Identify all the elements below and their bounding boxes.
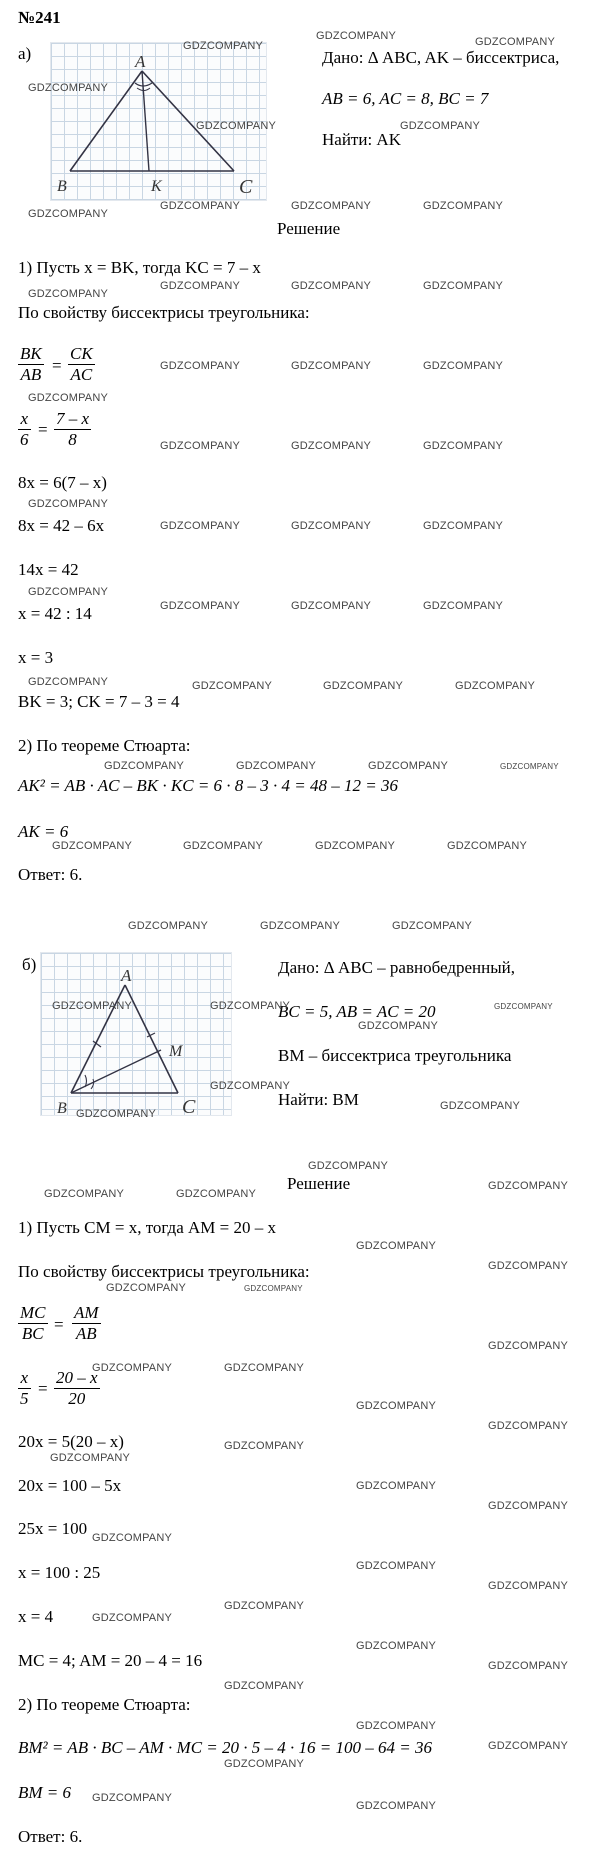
watermark: GDZCOMPANY [356,1480,437,1492]
part-b-eq2: 20x = 100 – 5x [18,1476,122,1495]
watermark: GDZCOMPANY [423,600,504,612]
fraction-numerator: BK [20,344,42,363]
fraction-numerator: MC [20,1303,46,1322]
part-b-step2: 2) По теореме Стюарта: [18,1695,191,1714]
watermark: GDZCOMPANY [356,1800,437,1812]
watermark: GDZCOMPANY [92,1362,173,1374]
watermark: GDZCOMPANY [356,1720,437,1732]
watermark: GDZCOMPANY [44,1188,125,1200]
watermark: GDZCOMPANY [28,676,109,688]
watermark: GDZCOMPANY [368,760,449,772]
fraction-ck-ac [68,344,95,385]
watermark: GDZCOMPANY [291,360,372,372]
equals-sign: = [52,356,62,375]
watermark: GDZCOMPANY [423,360,504,372]
watermark: GDZCOMPANY [160,600,241,612]
fraction-denominator: 8 [68,430,77,449]
vertex-k-label: K [151,178,162,195]
watermark: GDZCOMPANY [356,1560,437,1572]
part-b-stewart: BM² = AB · BC – AM · MC = 20 · 5 – 4 · 16 = 100 – 64 = 36 [18,1738,432,1757]
fraction-x-5 [18,1368,31,1409]
watermark: GDZCOMPANY [192,680,273,692]
part-b-eq1: 20x = 5(20 – x) [18,1432,124,1451]
part-b-eq3: 25x = 100 [18,1519,88,1538]
vertex-m-label: M [169,1043,183,1060]
part-b-figure [40,952,232,1116]
watermark: GDZCOMPANY [400,120,481,132]
watermark: GDZCOMPANY [224,1758,305,1770]
part-a-given-1: Дано: Δ ABC, AK – биссектриса, [322,48,560,67]
equals-sign: = [38,420,48,439]
part-b-find: Найти: BM [278,1090,359,1109]
fraction-denominator: 20 [68,1389,86,1408]
fraction-am-ab [72,1303,101,1344]
watermark: GDZCOMPANY [106,1282,187,1294]
watermark: GDZCOMPANY [423,280,504,292]
vertex-c-label: C [239,176,253,198]
watermark: GDZCOMPANY [28,498,109,510]
watermark: GDZCOMPANY [455,680,536,692]
watermark: GDZCOMPANY [224,1440,305,1452]
equals-sign: = [54,1315,64,1334]
fraction-numerator: x [18,409,31,430]
fraction-x-6 [18,409,31,450]
part-a-answer: Ответ: 6. [18,865,83,884]
watermark: GDZCOMPANY [423,200,504,212]
fraction-denominator: AB [20,365,42,384]
fraction-mc-bc [18,1303,48,1344]
part-a-eq6: BK = 3; CK = 7 – 3 = 4 [18,692,180,711]
watermark: GDZCOMPANY [28,82,109,94]
fraction-numerator: 7 – x [56,409,90,428]
fraction-denominator: 6 [20,430,29,449]
watermark: GDZCOMPANY [104,760,185,772]
fraction-denominator: BC [21,1324,44,1343]
watermark: GDZCOMPANY [475,36,556,48]
fraction-numerator: 20 – x [56,1368,98,1387]
fraction-numerator: x [18,1368,31,1389]
watermark: GDZCOMPANY [210,1080,291,1092]
watermark: GDZCOMPANY [196,120,277,132]
watermark: GDZCOMPANY [316,30,397,42]
equals-sign: = [38,1379,48,1398]
watermark: GDZCOMPANY [423,520,504,532]
watermark: GDZCOMPANY [488,1580,569,1592]
part-b-eq4: x = 100 : 25 [18,1563,101,1582]
fraction-denominator: AB [75,1324,97,1343]
watermark: GDZCOMPANY [224,1362,305,1374]
vertex-c-label: C [182,1096,196,1115]
part-b-given-2: BC = 5, AB = AC = 20 [278,1002,436,1021]
watermark: GDZCOMPANY [260,920,341,932]
part-b-answer: Ответ: 6. [18,1827,83,1846]
watermark: GDZCOMPANY [183,40,264,52]
watermark: GDZCOMPANY [440,1100,521,1112]
watermark: GDZCOMPANY [50,1452,131,1464]
part-a-solution-title: Решение [277,219,341,238]
vertex-b-label: B [57,178,67,195]
watermark: GDZCOMPANY [323,680,404,692]
watermark: GDZCOMPANY [392,920,473,932]
vertex-a-label: A [121,966,132,985]
watermark: GDZCOMPANY [488,1180,569,1192]
part-a-eq2: 8x = 42 – 6x [18,516,105,535]
watermark: GDZCOMPANY [224,1680,305,1692]
watermark: GDZCOMPANY [315,840,396,852]
watermark: GDZCOMPANY [291,280,372,292]
part-a-eq4: x = 42 : 14 [18,604,92,623]
part-b-step1: 1) Пусть CM = x, тогда AM = 20 – x [18,1218,276,1237]
watermark: GDZCOMPANY [236,760,317,772]
part-a-property: По свойству биссектрисы треугольника: [18,303,310,322]
watermark: GDZCOMPANY [500,762,559,771]
watermark: GDZCOMPANY [356,1640,437,1652]
part-b-eq6: MC = 4; AM = 20 – 4 = 16 [18,1651,203,1670]
watermark: GDZCOMPANY [52,840,133,852]
part-a-eq5: x = 3 [18,648,54,667]
watermark: GDZCOMPANY [160,440,241,452]
watermark: GDZCOMPANY [488,1340,569,1352]
watermark: GDZCOMPANY [488,1500,569,1512]
part-b-result: BM = 6 [18,1783,72,1802]
part-a-step2: 2) По теореме Стюарта: [18,736,191,755]
part-a-step1: 1) Пусть x = BK, тогда KC = 7 – x [18,258,261,277]
watermark: GDZCOMPANY [291,600,372,612]
part-b-solution-title: Решение [287,1174,351,1193]
part-a-result: AK = 6 [18,822,69,841]
part-a-label: а) [18,44,32,63]
part-a-given-2: AB = 6, AC = 8, BC = 7 [322,89,489,108]
watermark: GDZCOMPANY [28,586,109,598]
part-b-triangle [41,953,231,1115]
watermark: GDZCOMPANY [92,1792,173,1804]
watermark: GDZCOMPANY [488,1260,569,1272]
fraction-bk-ab [18,344,44,385]
watermark: GDZCOMPANY [358,1020,439,1032]
watermark: GDZCOMPANY [291,440,372,452]
watermark: GDZCOMPANY [160,520,241,532]
watermark: GDZCOMPANY [183,840,264,852]
fraction-20-minus-x-20 [54,1368,100,1409]
watermark: GDZCOMPANY [488,1420,569,1432]
watermark: GDZCOMPANY [176,1188,257,1200]
watermark: GDZCOMPANY [28,288,109,300]
fraction-denominator: AC [70,365,93,384]
part-a-find: Найти: AK [322,130,401,149]
watermark: GDZCOMPANY [160,200,241,212]
watermark: GDZCOMPANY [28,392,109,404]
vertex-a-label: A [135,52,146,71]
part-a-eq1: 8x = 6(7 – x) [18,473,107,492]
watermark: GDZCOMPANY [160,360,241,372]
watermark: GDZCOMPANY [291,200,372,212]
watermark: GDZCOMPANY [291,520,372,532]
watermark: GDZCOMPANY [447,840,528,852]
part-b-given-3: BM – биссектриса треугольника [278,1046,512,1065]
watermark: GDZCOMPANY [28,208,109,220]
part-a-stewart: AK² = AB · AC – BK · KC = 6 · 8 – 3 · 4 = 48 – 12 = 36 [18,776,398,795]
part-b-eq5: x = 4 [18,1607,54,1626]
watermark: GDZCOMPANY [494,1002,553,1011]
part-b-given-1: Дано: Δ ABC – равнобедренный, [278,958,515,977]
fraction-numerator: CK [70,344,93,363]
watermark: GDZCOMPANY [92,1612,173,1624]
watermark: GDZCOMPANY [488,1660,569,1672]
watermark: GDZCOMPANY [244,1284,303,1293]
watermark: GDZCOMPANY [210,1000,291,1012]
watermark: GDZCOMPANY [128,920,209,932]
fraction-denominator: 5 [20,1389,29,1408]
part-a-eq3: 14x = 42 [18,560,79,579]
watermark: GDZCOMPANY [92,1532,173,1544]
watermark: GDZCOMPANY [160,280,241,292]
task-number: №241 [18,8,61,27]
watermark: GDZCOMPANY [488,1740,569,1752]
watermark: GDZCOMPANY [356,1240,437,1252]
part-b-label: б) [22,955,37,974]
watermark: GDZCOMPANY [52,1000,133,1012]
watermark: GDZCOMPANY [224,1600,305,1612]
watermark: GDZCOMPANY [76,1108,157,1120]
vertex-b-label: B [57,1100,67,1115]
fraction-numerator: AM [74,1303,99,1322]
watermark: GDZCOMPANY [308,1160,389,1172]
part-b-property: По свойству биссектрисы треугольника: [18,1262,310,1281]
fraction-7-minus-x-8 [54,409,91,450]
watermark: GDZCOMPANY [423,440,504,452]
watermark: GDZCOMPANY [356,1400,437,1412]
